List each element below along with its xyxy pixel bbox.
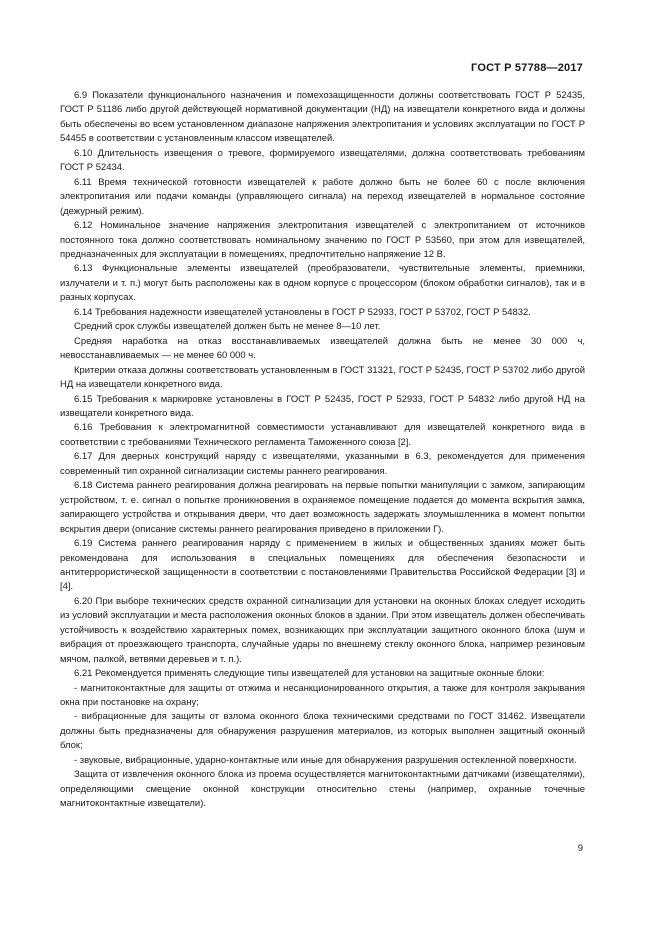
paragraph-service-life: Средний срок службы извещателей должен быть не менее 8—10 лет.: [74, 321, 381, 333]
paragraph-mtbf: Средняя наработка на отказ восстанавливаемых извещателей должна быть не менее 30 000 ч, невосстанавливаемых — не менее 60 000 ч.: [60, 335, 585, 362]
paragraph-6-18: 6.18 Система раннего реагирования должна реагировать на первые попытки манипуляции с замком, запирающим устройством, т. е. сигнал о попытке проникновения в охраняемое помещение подается до момента вскрытия замка, запирающего устройства и открывания двери, что дает возможность задержать злоумышленника в момент попытки вскрытия двери (описание системы раннего реагирования приведено в приложении Г).: [60, 480, 585, 535]
standard-header: ГОСТ Р 57788—2017: [471, 62, 583, 74]
document-body: [60, 89, 585, 812]
paragraph-6-14: 6.14 Требования надежности извещателей установлены в ГОСТ Р 52933, ГОСТ Р 53702, ГОСТ Р 54832.: [74, 306, 531, 318]
paragraph-6-15: 6.15 Требования к маркировке установлены в ГОСТ Р 52435, ГОСТ Р 52933, ГОСТ Р 54832 либо другой НД на извещатели конкретного вида.: [60, 393, 585, 419]
paragraph-6-11: 6.11 Время технической готовности извещателей к работе должно быть не более 60 с после включения электропитания или подачи команды (управляющего сигнала) на переход извещателей в нормальное состояние (дежурный режим).: [60, 176, 585, 217]
paragraph-failure-criteria: Критерии отказа должны соответствовать установленным в ГОСТ 31321, ГОСТ Р 52435, ГОСТ Р 53702 либо другой НД на извещатели конкретного вида.: [60, 364, 585, 391]
paragraph-6-16: 6.16 Требования к электромагнитной совместимости устанавливают для извещателей конкретного вида в соответствии с требованиями Технического регламента Таможенного союза [2].: [60, 422, 585, 448]
paragraph-6-10: 6.10 Длительность извещения о тревоге, формируемого извещателями, должна соответствовать требованиям ГОСТ Р 52434.: [60, 147, 585, 174]
paragraph-6-20: 6.20 При выборе технических средств охранной сигнализации для установки на оконных блоках следует исходить из условий эксплуатации и места расположения оконных блоков в здании. При этом извещатель должен обеспечивать устойчивость к воздействию характерных помех, возникающих при эксплуатации защитного оконного блока (шум и вибрация от проезжающего транспорта, случайные удары по внешнему стеклу оконного блока, например резиновым мячом, палкой, ветвями деревьев и т. п.).: [60, 595, 585, 665]
paragraph-6-13: 6.13 Функциональные элементы извещателей (преобразователи, чувствительные элементы, приемники, излучатели и т. п.) могут быть расположены как в одном корпусе с процессором (блоком обработки сигналов), так и в разных корпусах.: [60, 263, 585, 304]
page-number: 9: [577, 843, 583, 854]
paragraph-6-17: 6.17 Для дверных конструкций наряду с извещателями, указанными в 6.3, рекомендуется для применения современный тип охранной сигнализации системы раннего реагирования.: [60, 451, 585, 477]
paragraph-6-9: 6.9 Показатели функционального назначения и помехозащищенности должны соответствовать ГОСТ Р 52435, ГОСТ Р 51186 либо другой действующей нормативной документации (НД) на извещатели конкретного вида и должны быть обеспечены во всем установленном диапазоне напряжения электропитания и условиях эксплуатации по ГОСТ Р 54455 в соответствии с установленным классом извещателей.: [60, 90, 585, 145]
paragraph-6-21: 6.21 Рекомендуется применять следующие типы извещателей для установки на защитные оконные блоки:: [74, 668, 545, 680]
list-item-vibration: - вибрационные для защиты от взлома оконного блока техническими средствами по ГОСТ 31462. Извещатели должны быть предназначены для обнаружения разрушения материалов, из которых выполнен защитный оконный блок;: [60, 711, 585, 752]
list-item-acoustic: - звуковые, вибрационные, ударно-контактные или иные для обнаружения разрушения остекленной поверхности.: [74, 754, 577, 766]
list-item-magnetic-contact: - магнитоконтактные для защиты от отжима и несанкционированного открытия, а также для контроля закрывания окна при постановке на охрану;: [60, 682, 585, 709]
paragraph-6-12: 6.12 Номинальное значение напряжения электропитания извещателей с электропитанием от источников постоянного тока должно соответствовать номинальному значению по ГОСТ Р 53560, при этом для извещателей, предназначенных для эксплуатации в помещениях, предпочтительно напряжение 12 В.: [60, 220, 585, 260]
paragraph-6-19: 6.19 Система раннего реагирования наряду с применением в жилых и общественных зданиях может быть рекомендована для использования в специальных помещениях для обеспечения безопасности и антитеррористической защищенности в соответствии с постановлениями Правительства Российской Федерации [3] и [4].: [60, 538, 585, 593]
paragraph-window-removal: Защита от извлечения оконного блока из проема осуществляется магнитоконтактными датчиками (извещателями), определяющими смещение оконной конструкции относительно стены (например, охранные точечные магнитоконтактные извещатели).: [60, 769, 585, 810]
